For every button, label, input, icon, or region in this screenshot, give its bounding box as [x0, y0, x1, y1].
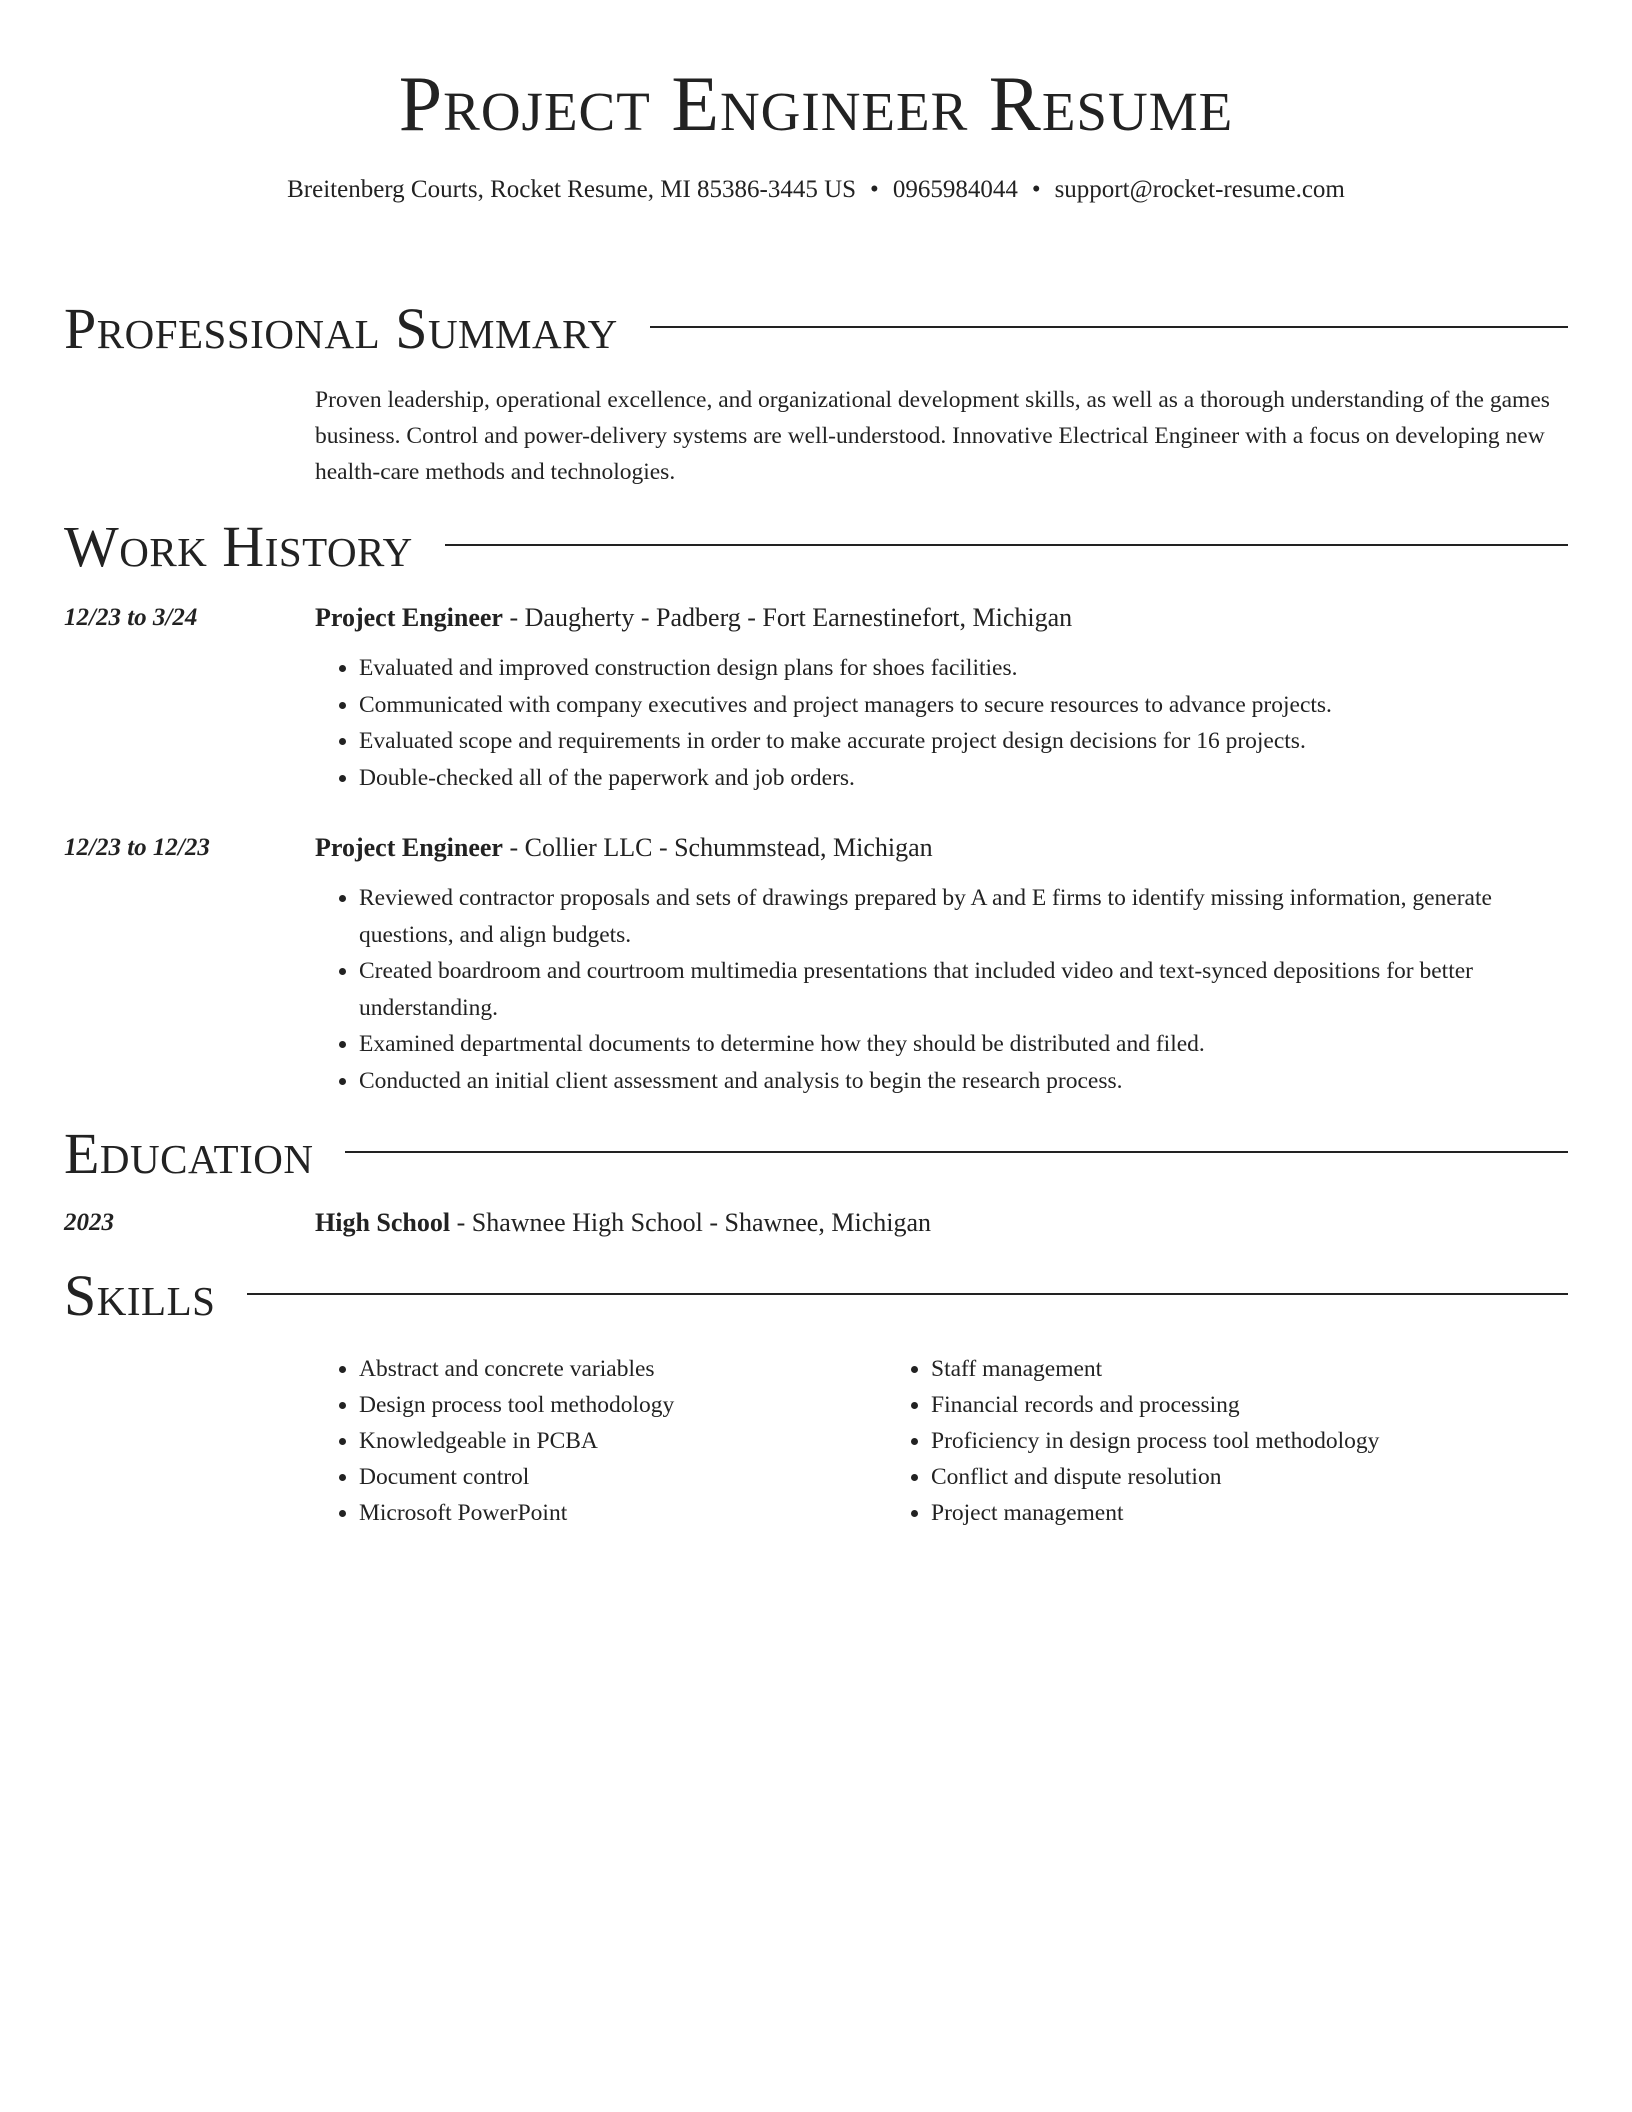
list-item: • Conducted an initial client assessment and analysis to begin the research process. — [359, 1063, 1568, 1100]
job-entry — [64, 830, 1568, 1099]
job-details: - Collier LLC - Schummstead, Michigan — [502, 833, 933, 862]
job-role: Project Engineer — [315, 833, 503, 862]
job-content — [315, 600, 1568, 796]
job-details: - Daugherty - Padberg - Fort Earnestinefort, Michigan — [502, 603, 1073, 632]
skill-item: • Financial records and processing — [931, 1387, 1568, 1423]
education-details: - Shawnee High School - Shawnee, Michigan — [450, 1208, 931, 1237]
skill-item: • Knowledgeable in PCBA — [359, 1423, 887, 1459]
skills-left-column — [315, 1351, 887, 1531]
skill-item: • Project management — [931, 1495, 1568, 1531]
skills-columns — [315, 1351, 1568, 1531]
skills-right-column — [887, 1351, 1568, 1531]
contact-info — [0, 174, 1632, 206]
job-entry — [64, 600, 1568, 796]
education-heading-row — [64, 1121, 1568, 1187]
job-header — [315, 830, 1568, 866]
section-divider — [650, 326, 1568, 328]
list-item: • Created boardroom and courtroom multimedia presentations that included video and text-synced depositions for better understanding. — [359, 953, 1568, 1026]
job-content — [315, 830, 1568, 1099]
work-history-heading: Work History — [64, 514, 413, 579]
document-title: Project Engineer Resume — [398, 60, 1234, 147]
skills-section — [64, 1263, 1568, 1531]
contact-address: Breitenberg Courts, Rocket Resume, MI 85386-3445 US — [287, 176, 857, 203]
summary-text: Proven leadership, operational excellence, and organizational development skills, as well as a thorough understanding of the games business. Control and power-delivery systems are well-understood. Innovative Electrical Engineer with a focus on developing new health-care methods and technologies. — [315, 387, 1550, 485]
contact-email[interactable]: support@rocket-resume.com — [1054, 176, 1345, 203]
section-divider — [345, 1151, 1568, 1153]
job-dates: 12/23 to 3/24 — [64, 604, 198, 631]
education-content — [315, 1205, 1568, 1241]
job-bullets — [315, 650, 1568, 796]
skill-item: • Document control — [359, 1459, 887, 1495]
list-item: • Communicated with company executives and project managers to secure resources to advance projects. — [359, 687, 1568, 724]
skill-item: • Abstract and concrete variables — [359, 1351, 887, 1387]
list-item: • Reviewed contractor proposals and sets of drawings prepared by A and E firms to identify missing information, generate questions, and align budgets. — [359, 880, 1568, 953]
education-entry — [64, 1205, 1568, 1241]
job-header — [315, 600, 1568, 636]
skill-item: • Conflict and dispute resolution — [931, 1459, 1568, 1495]
list-item: • Examined departmental documents to determine how they should be distributed and filed. — [359, 1026, 1568, 1063]
education-year: 2023 — [64, 1209, 114, 1236]
list-item: • Double-checked all of the paperwork and job orders. — [359, 760, 1568, 797]
summary-heading-row — [64, 296, 1568, 362]
work-heading-row — [64, 514, 1568, 580]
skill-item: • Staff management — [931, 1351, 1568, 1387]
skills-heading: Skills — [64, 1263, 216, 1328]
section-divider — [247, 1293, 1568, 1295]
list-item: • Evaluated scope and requirements in order to make accurate project design decisions for 16 projects. — [359, 723, 1568, 760]
education-degree: High School — [315, 1208, 451, 1237]
job-dates: 12/23 to 12/23 — [64, 834, 210, 861]
job-role: Project Engineer — [315, 603, 503, 632]
summary-heading: Professional Summary — [64, 296, 618, 361]
summary-section — [64, 296, 1568, 490]
skills-heading-row — [64, 1263, 1568, 1329]
education-header — [315, 1205, 1568, 1241]
contact-separator: • — [1031, 176, 1041, 203]
job-bullets — [315, 880, 1568, 1099]
contact-separator: • — [870, 176, 879, 203]
contact-phone: 0965984044 — [892, 176, 1018, 203]
work-history-section — [64, 514, 1568, 1099]
skill-item: • Microsoft PowerPoint — [359, 1495, 887, 1531]
education-section — [64, 1121, 1568, 1241]
skill-item: • Design process tool methodology — [359, 1387, 887, 1423]
education-heading: Education — [64, 1121, 314, 1186]
skill-item: • Proficiency in design process tool methodology — [931, 1423, 1568, 1459]
list-item: • Evaluated and improved construction design plans for shoes facilities. — [359, 650, 1568, 687]
section-divider — [445, 544, 1568, 546]
